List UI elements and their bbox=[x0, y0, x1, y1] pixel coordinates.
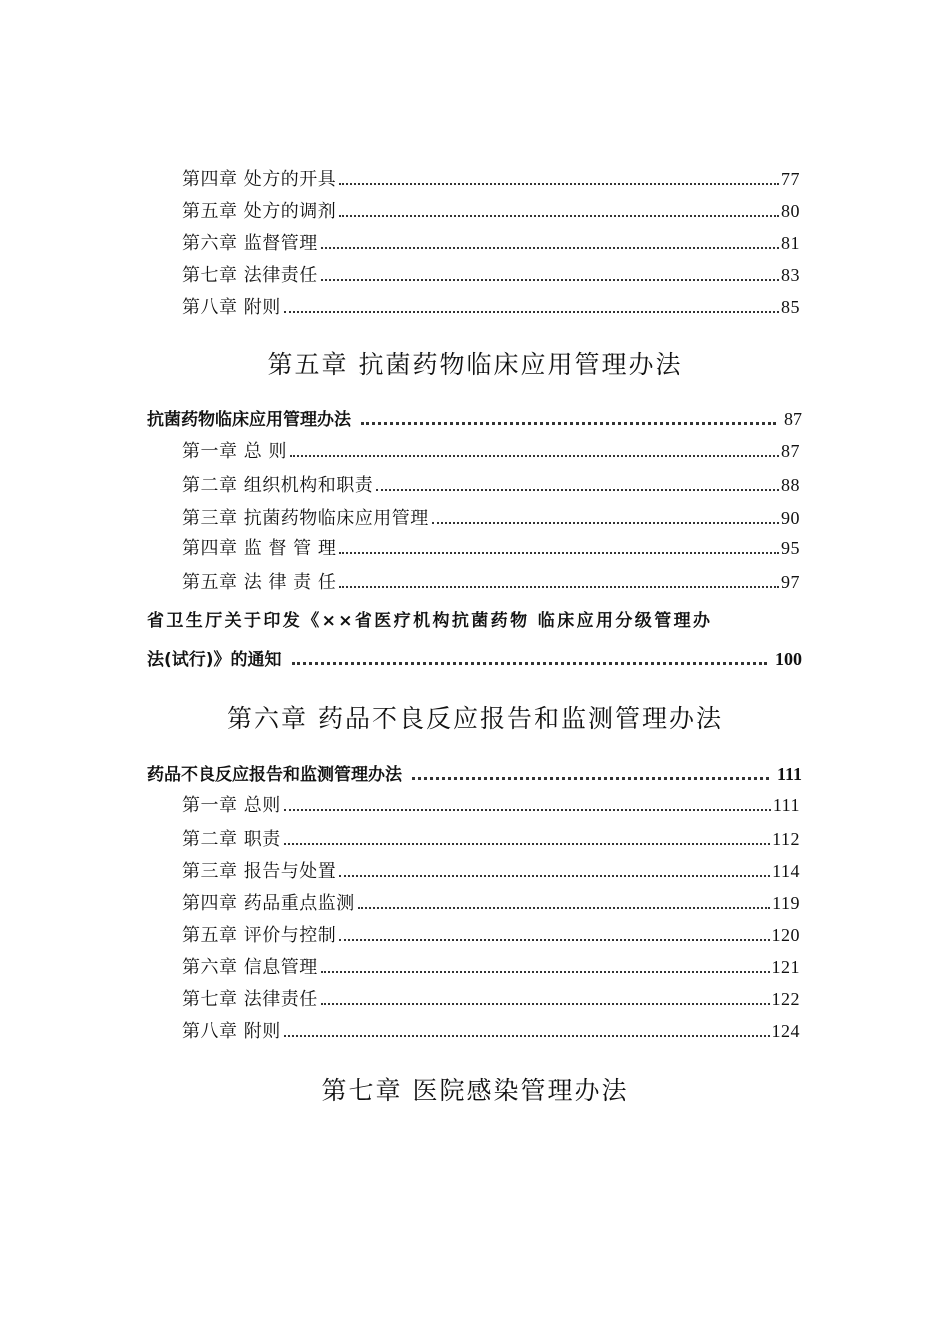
toc-entry[interactable] bbox=[182, 571, 800, 595]
toc-entry-label: 第四章 处方的开具 bbox=[182, 169, 337, 190]
dot-leader bbox=[284, 843, 770, 845]
toc-entry-label: 第二章 组织机构和职责 bbox=[182, 475, 374, 496]
toc-entry-page: 80 bbox=[781, 201, 800, 221]
toc-entry-page: 112 bbox=[772, 829, 800, 849]
toc-entry-page: 111 bbox=[776, 764, 802, 784]
dot-leader bbox=[321, 279, 779, 281]
toc-entry-label: 第六章 监督管理 bbox=[182, 233, 318, 254]
dot-leader bbox=[321, 971, 770, 973]
dot-leader bbox=[321, 247, 779, 249]
toc-entry-label: 抗菌药物临床应用管理办法 bbox=[147, 410, 351, 430]
toc-notice-entry[interactable] bbox=[147, 648, 802, 672]
dot-leader bbox=[284, 1035, 770, 1037]
dot-leader bbox=[284, 809, 771, 811]
toc-entry[interactable] bbox=[182, 296, 800, 320]
toc-entry-label: 第七章 法律责任 bbox=[182, 989, 318, 1010]
toc-entry-page: 120 bbox=[771, 925, 800, 945]
dot-leader bbox=[321, 1003, 770, 1005]
toc-entry-page: 121 bbox=[771, 957, 800, 977]
toc-entry-label: 第五章 处方的调剂 bbox=[182, 201, 337, 222]
toc-entry[interactable] bbox=[182, 264, 800, 288]
toc-entry-page: 87 bbox=[784, 409, 802, 429]
toc-entry-label: 第二章 职责 bbox=[182, 829, 281, 850]
toc-entry[interactable] bbox=[182, 440, 800, 464]
toc-entry-label: 第八章 附则 bbox=[182, 297, 281, 318]
toc-entry-label: 第三章 报告与处置 bbox=[182, 861, 337, 882]
toc-entry[interactable] bbox=[182, 988, 800, 1012]
toc-entry-page: 111 bbox=[772, 795, 800, 815]
toc-entry-page: 85 bbox=[781, 297, 800, 317]
toc-entry-page: 88 bbox=[781, 475, 800, 495]
toc-entry[interactable] bbox=[182, 537, 800, 561]
toc-entry-label: 第四章 监 督 管 理 bbox=[182, 538, 337, 559]
toc-entry[interactable] bbox=[182, 860, 800, 884]
toc-entry-label: 第一章 总则 bbox=[182, 795, 281, 816]
dot-leader bbox=[358, 907, 770, 909]
toc-entry[interactable] bbox=[182, 1020, 800, 1044]
toc-entry-label: 第三章 抗菌药物临床应用管理 bbox=[182, 508, 429, 529]
toc-entry-page: 124 bbox=[771, 1021, 800, 1041]
dot-leader bbox=[292, 662, 767, 665]
toc-entry[interactable] bbox=[182, 828, 800, 852]
toc-notice-title[interactable]: 省卫生厅关于印发《××省医疗机构抗菌药物 临床应用分级管理办 bbox=[147, 611, 713, 631]
toc-main-entry[interactable] bbox=[147, 408, 802, 432]
toc-entry-page: 77 bbox=[781, 169, 800, 189]
toc-entry-page: 90 bbox=[781, 508, 800, 528]
toc-entry-page: 119 bbox=[772, 893, 800, 913]
toc-main-entry[interactable] bbox=[147, 763, 802, 787]
toc-entry-label: 第七章 法律责任 bbox=[182, 265, 318, 286]
toc-entry-page: 114 bbox=[772, 861, 800, 881]
dot-leader bbox=[361, 422, 776, 425]
toc-entry-page: 81 bbox=[781, 233, 800, 253]
toc-entry-label: 第六章 信息管理 bbox=[182, 957, 318, 978]
toc-entry[interactable] bbox=[182, 924, 800, 948]
part-heading: 第五章 抗菌药物临床应用管理办法 bbox=[267, 350, 683, 379]
dot-leader bbox=[339, 552, 779, 554]
toc-entry-label: 第四章 药品重点监测 bbox=[182, 893, 355, 914]
toc-entry-label: 第五章 法 律 责 任 bbox=[182, 572, 337, 593]
dot-leader bbox=[339, 939, 769, 941]
dot-leader bbox=[339, 586, 779, 588]
toc-entry-label: 药品不良反应报告和监测管理办法 bbox=[147, 765, 402, 785]
toc-entry-page: 97 bbox=[781, 572, 800, 592]
dot-leader bbox=[290, 455, 779, 457]
toc-entry[interactable] bbox=[182, 794, 800, 818]
toc-entry-page: 95 bbox=[781, 538, 800, 558]
toc-entry[interactable] bbox=[182, 474, 800, 498]
toc-entry-label: 第八章 附则 bbox=[182, 1021, 281, 1042]
toc-entry-page: 122 bbox=[771, 989, 800, 1009]
dot-leader bbox=[339, 183, 779, 185]
toc-entry-label: 第一章 总 则 bbox=[182, 441, 287, 462]
toc-entry-label: 法(试行)》的通知 bbox=[147, 650, 282, 670]
part-heading: 第七章 医院感染管理办法 bbox=[321, 1076, 629, 1105]
dot-leader bbox=[339, 215, 779, 217]
dot-leader bbox=[284, 311, 779, 313]
part-heading: 第六章 药品不良反应报告和监测管理办法 bbox=[227, 704, 723, 733]
dot-leader bbox=[376, 489, 779, 491]
dot-leader bbox=[432, 522, 779, 524]
dot-leader bbox=[412, 777, 769, 780]
toc-entry[interactable] bbox=[182, 892, 800, 916]
toc-entry-page: 100 bbox=[775, 649, 802, 669]
toc-entry-page: 87 bbox=[781, 441, 800, 461]
toc-entry[interactable] bbox=[182, 507, 800, 531]
dot-leader bbox=[339, 875, 770, 877]
toc-entry[interactable] bbox=[182, 956, 800, 980]
toc-entry[interactable] bbox=[182, 232, 800, 256]
toc-entry[interactable] bbox=[182, 200, 800, 224]
toc-entry-label: 第五章 评价与控制 bbox=[182, 925, 337, 946]
toc-entry-page: 83 bbox=[781, 265, 800, 285]
toc-entry[interactable] bbox=[182, 168, 800, 192]
